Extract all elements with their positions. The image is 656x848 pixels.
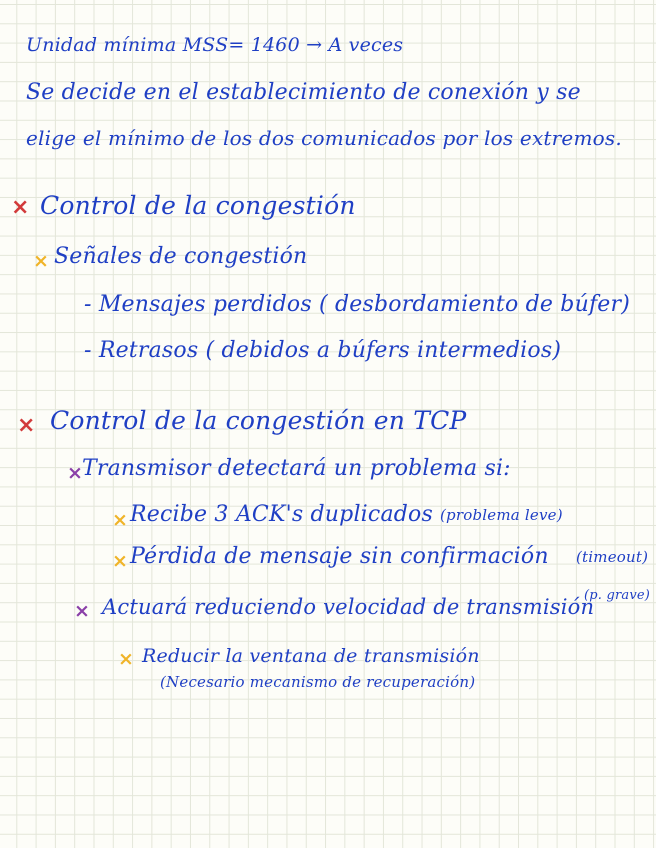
- section1-item-delays: - Retrasos ( debidos a búfers intermedios): [84, 338, 562, 363]
- case1-note: (problema leve): [440, 506, 563, 524]
- sub-note: (Necesario mecanismo de recuperación): [160, 673, 476, 691]
- section1-title: Control de la congestión: [40, 191, 356, 220]
- section2-point1-bullet-icon: ×: [67, 462, 83, 484]
- section2-point2: Actuará reduciendo velocidad de transmisión: [102, 595, 595, 619]
- section1-item-lost-messages: - Mensajes perdidos ( desbordamiento de búfer): [84, 292, 631, 317]
- sub-bullet-icon: ×: [118, 648, 134, 670]
- section1-bullet-icon: ×: [11, 195, 30, 220]
- section1-subtitle: Señales de congestión: [54, 244, 308, 269]
- section2-point2-bullet-icon: ×: [74, 600, 90, 622]
- section2-bullet-icon: ×: [17, 413, 36, 438]
- case2-bullet-icon: ×: [112, 550, 128, 572]
- section2-point1: Transmisor detectará un problema si:: [82, 456, 511, 481]
- note-line-connection: Se decide en el establecimiento de conexión y se: [26, 80, 581, 105]
- grave-note: (p. grave): [584, 588, 651, 603]
- case2-note: (timeout): [576, 548, 649, 566]
- case1-text: Recibe 3 ACK's duplicados: [130, 502, 433, 527]
- case1-bullet-icon: ×: [112, 509, 128, 531]
- section2-title: Control de la congestión en TCP: [50, 406, 467, 435]
- case2-text: Pérdida de mensaje sin confirmación: [130, 544, 549, 569]
- note-line-minimum: elige el mínimo de los dos comunicados por los extremos.: [26, 126, 622, 150]
- note-line-mss: Unidad mínima MSS= 1460 → A veces: [26, 34, 404, 56]
- section1-sub-bullet-icon: ×: [33, 250, 49, 272]
- sub-text: Reducir la ventana de transmisión: [142, 645, 480, 667]
